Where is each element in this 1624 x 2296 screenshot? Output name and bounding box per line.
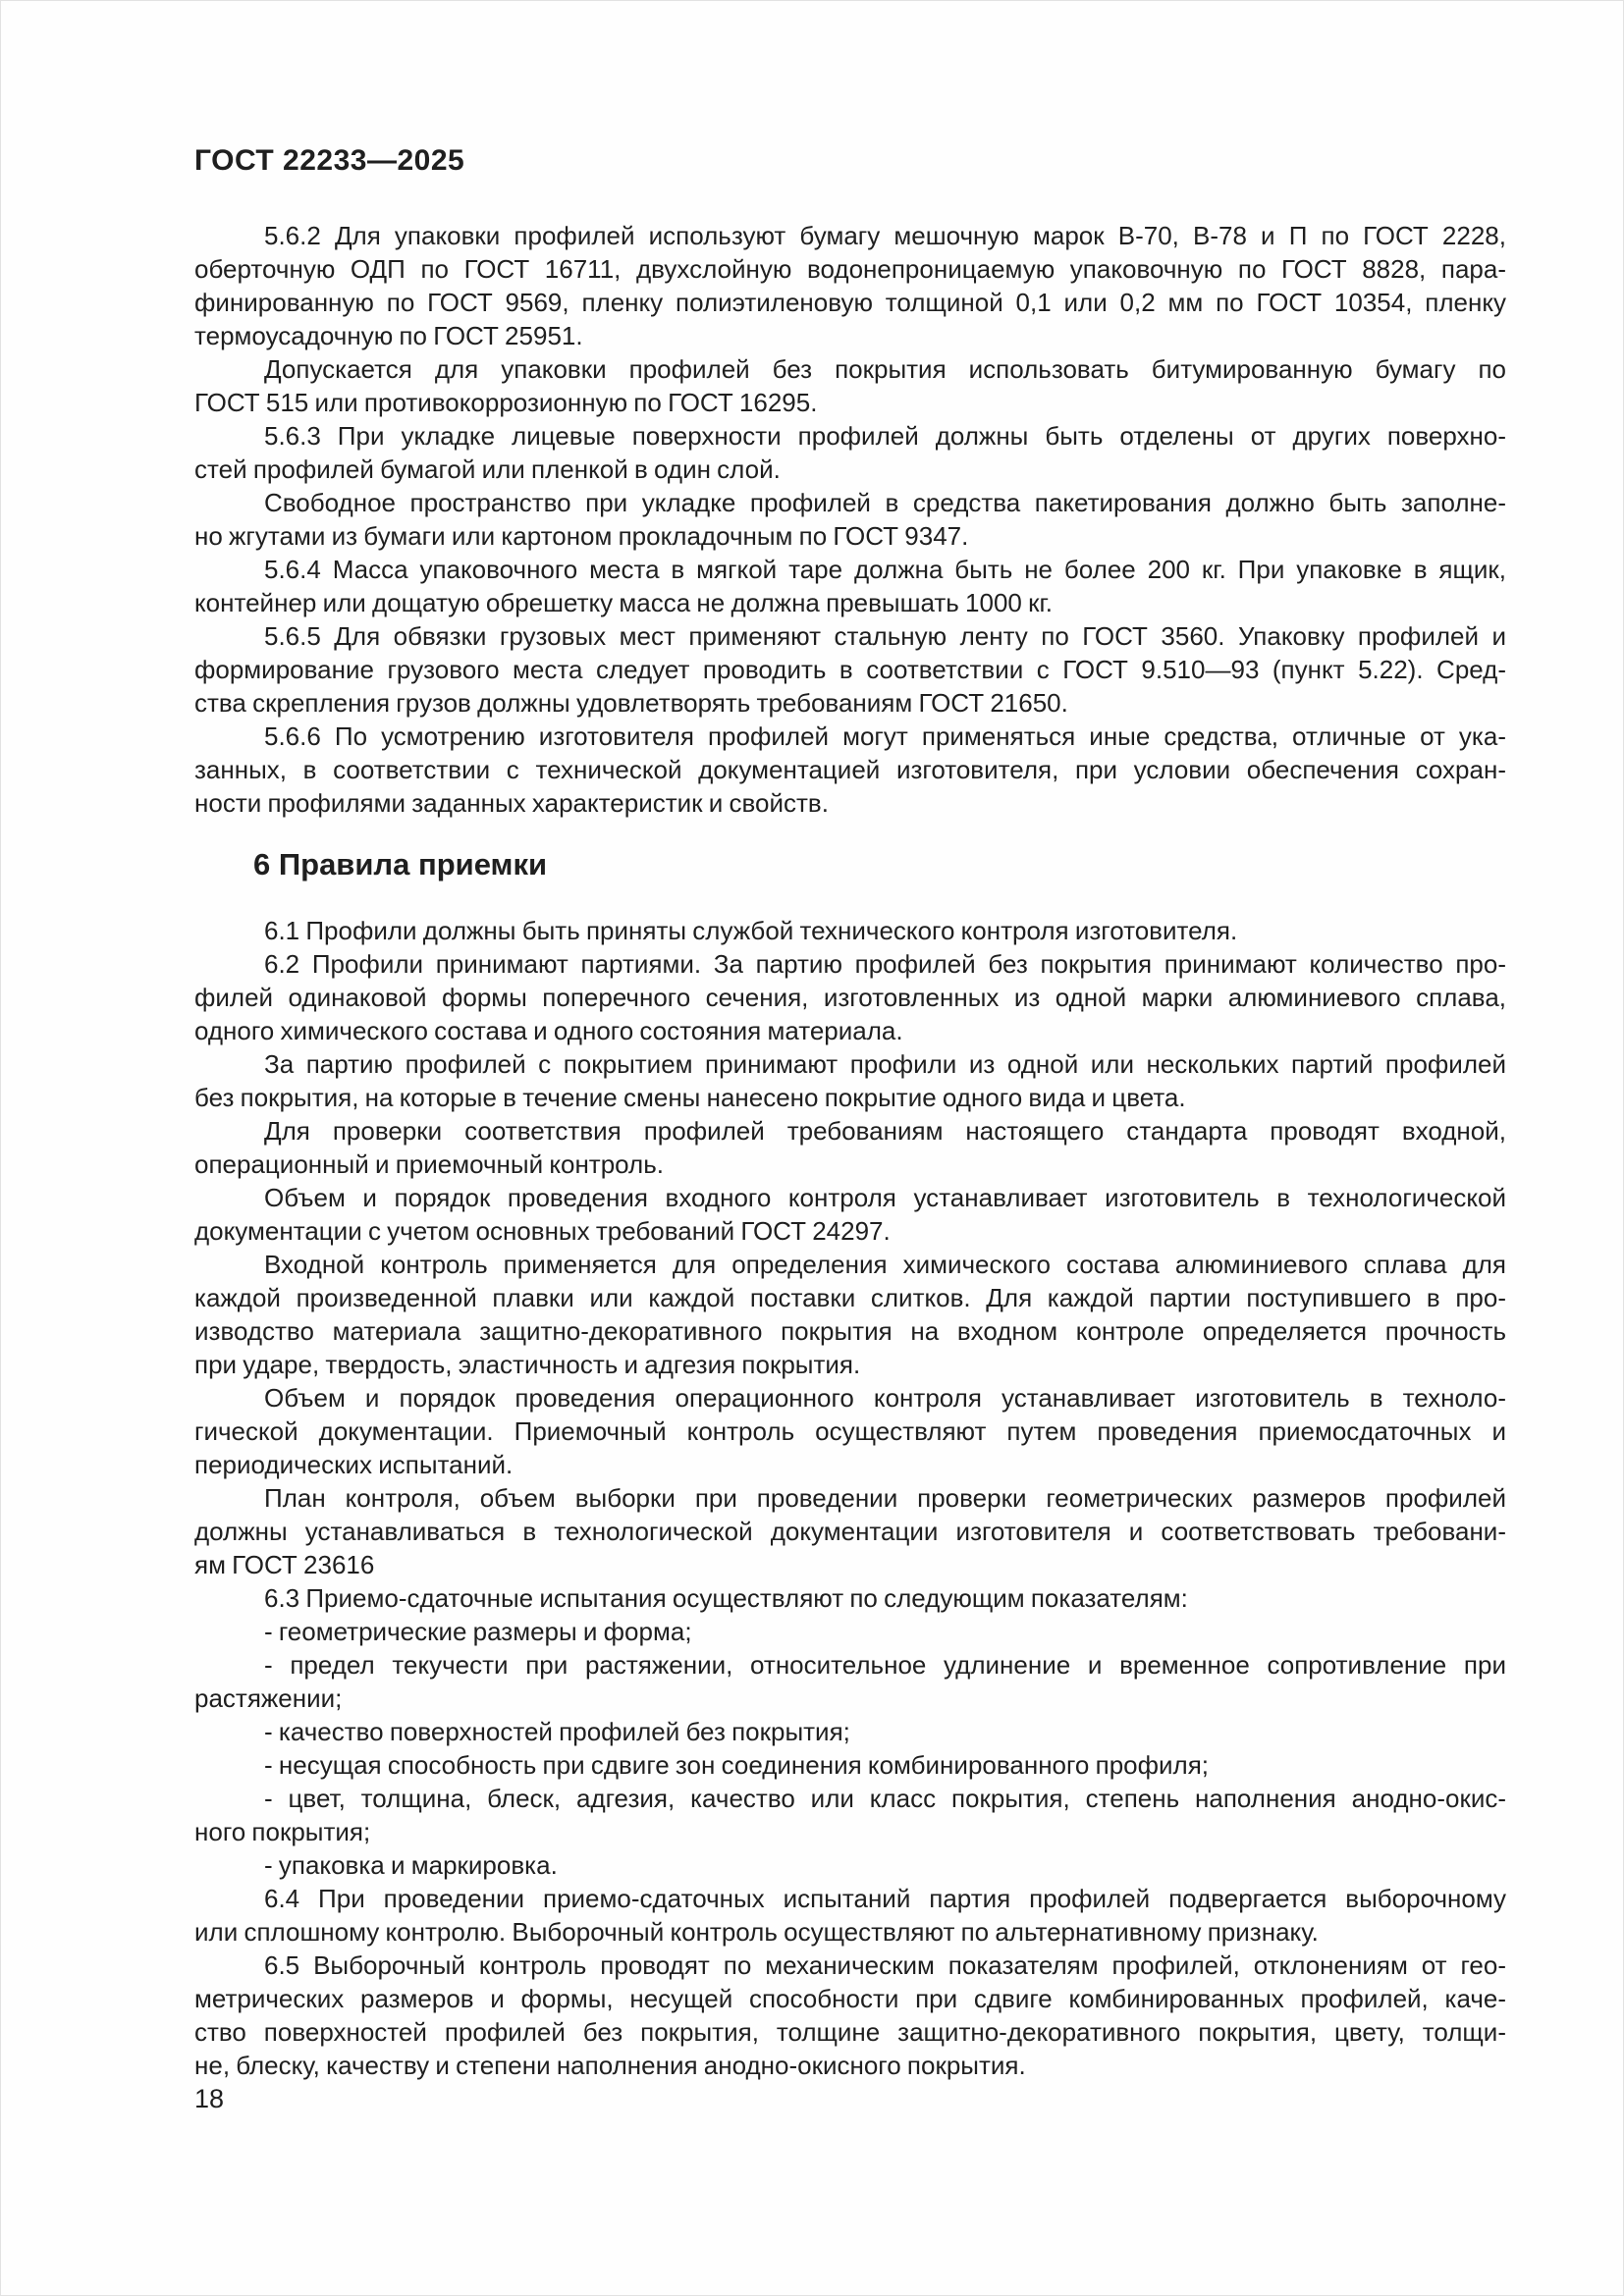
- text-line: За партию профилей с покрытием принимают профили из одной или нескольких партий профилей: [264, 1049, 1506, 1079]
- paragraph: [194, 553, 1506, 619]
- text-line: документации с учетом основных требований ГОСТ 24297.: [194, 1216, 891, 1246]
- text-line: ям ГОСТ 23616: [194, 1550, 375, 1579]
- text-line: стей профилей бумагой или пленкой в один слой.: [194, 454, 781, 484]
- text-line: 6.3 Приемо-сдаточные испытания осуществляют по следующим показателям:: [264, 1583, 1188, 1613]
- text-line: Объем и порядок проведения входного контроля устанавливает изготовитель в технологической: [264, 1183, 1506, 1212]
- text-line: 5.6.4 Масса упаковочного места в мягкой таре должна быть не более 200 кг. При упаковке в ящик,: [264, 555, 1506, 584]
- text-line: контейнер или дощатую обрешетку масса не должна превышать 1000 кг.: [194, 588, 1054, 617]
- text-line: ного покрытия;: [194, 1817, 371, 1846]
- paragraph: [194, 1949, 1506, 2082]
- text-line: - несущая способность при сдвиге зон соединения комбинированного профиля;: [264, 1750, 1209, 1780]
- paragraph: [194, 352, 1506, 419]
- paragraph: [194, 619, 1506, 720]
- paragraph: [194, 219, 1506, 352]
- text-line: Для проверки соответствия профилей требованиям настоящего стандарта проводят входной,: [264, 1116, 1506, 1146]
- text-line: термоусадочную по ГОСТ 25951.: [194, 321, 583, 350]
- paragraph: [194, 1581, 1506, 1615]
- text-line: не, блеску, качеству и степени наполнения анодно-окисного покрытия.: [194, 2051, 1026, 2080]
- text-line: каждой произведенной плавки или каждой поставки слитков. Для каждой партии поступившего в про-: [194, 1283, 1506, 1312]
- document-body: [194, 219, 1506, 2082]
- paragraph: [194, 1114, 1506, 1181]
- paragraph: [194, 1782, 1506, 1848]
- text-line: без покрытия, на которые в течение смены нанесено покрытие одного вида и цвета.: [194, 1083, 1186, 1112]
- document-header-title: ГОСТ 22233—2025: [194, 144, 465, 177]
- text-line: 6.1 Профили должны быть приняты службой технического контроля изготовителя.: [264, 916, 1238, 945]
- text-line: финированную по ГОСТ 9569, пленку полиэтиленовую толщиной 0,1 или 0,2 мм по ГОСТ 10354, пленку: [194, 288, 1506, 317]
- text-line: оберточную ОДП по ГОСТ 16711, двухслойную водонепроницаемую упаковочную по ГОСТ 8828, пара-: [194, 254, 1506, 284]
- paragraph: [194, 419, 1506, 486]
- text-line: метрических размеров и формы, несущей способности при сдвиге комбинированных профилей, каче-: [194, 1984, 1506, 2013]
- text-line: - предел текучести при растяжении, относительное удлинение и временное сопротивление при: [264, 1650, 1506, 1680]
- text-line: периодических испытаний.: [194, 1450, 514, 1479]
- text-line: ности профилями заданных характеристик и свойств.: [194, 788, 829, 818]
- paragraph: [194, 1481, 1506, 1581]
- paragraph: [194, 1181, 1506, 1248]
- text-line: одного химического состава и одного состояния материала.: [194, 1016, 903, 1045]
- text-line: 6.2 Профили принимают партиями. За партию профилей без покрытия принимают количество про-: [264, 949, 1506, 979]
- text-line: 5.6.5 Для обвязки грузовых мест применяют стальную ленту по ГОСТ 3560. Упаковку профилей и: [264, 621, 1506, 651]
- paragraph: [194, 1648, 1506, 1715]
- paragraph: [194, 1047, 1506, 1114]
- text-line: ства скрепления грузов должны удовлетворять требованиям ГОСТ 21650.: [194, 688, 1068, 718]
- text-line: ГОСТ 515 или противокоррозионную по ГОСТ 16295.: [194, 388, 818, 417]
- text-line: План контроля, объем выборки при проведении проверки геометрических размеров профилей: [264, 1483, 1506, 1513]
- paragraph: [194, 1748, 1506, 1782]
- text-line: 6.5 Выборочный контроль проводят по механическим показателям профилей, отклонениям от гео-: [264, 1950, 1506, 1980]
- text-line: 5.6.3 При укладке лицевые поверхности профилей должны быть отделены от других поверхно-: [264, 421, 1506, 451]
- text-line: но жгутами из бумаги или картоном прокладочным по ГОСТ 9347.: [194, 521, 969, 551]
- page-number: 18: [194, 2084, 225, 2113]
- paragraph: [194, 914, 1506, 947]
- paragraph: [194, 720, 1506, 820]
- text-line: Объем и порядок проведения операционного контроля устанавливает изготовитель в техноло-: [264, 1383, 1506, 1413]
- text-line: 5.6.6 По усмотрению изготовителя профилей могут применяться иные средства, отличные от ука-: [264, 721, 1506, 751]
- text-line: - цвет, толщина, блеск, адгезия, качество или класс покрытия, степень наполнения анодно-окис-: [264, 1784, 1506, 1813]
- paragraph: [194, 1248, 1506, 1381]
- text-line: операционный и приемочный контроль.: [194, 1149, 664, 1179]
- text-line: 6.4 При проведении приемо-сдаточных испытаний партия профилей подвергается выборочному: [264, 1884, 1506, 1913]
- text-line: гической документации. Приемочный контроль осуществляют путем проведения приемосдаточных и: [194, 1416, 1506, 1446]
- text-line: или сплошному контролю. Выборочный контроль осуществляют по альтернативному признаку.: [194, 1917, 1319, 1947]
- text-line: - геометрические размеры и форма;: [264, 1617, 692, 1646]
- text-line: занных, в соответствии с технической документацией изготовителя, при условии обеспечения сохран-: [194, 755, 1506, 784]
- text-line: филей одинаковой формы поперечного сечения, изготовленных из одной марки алюминиевого сплава,: [194, 983, 1506, 1012]
- text-line: - упаковка и маркировка.: [264, 1850, 558, 1880]
- paragraph: [194, 947, 1506, 1047]
- paragraph: [194, 1615, 1506, 1648]
- paragraph: [194, 486, 1506, 553]
- text-line: растяжении;: [194, 1683, 343, 1713]
- section-heading: 6 Правила приемки: [253, 847, 548, 881]
- paragraph: [194, 1715, 1506, 1748]
- text-line: ство поверхностей профилей без покрытия, толщине защитно-декоративного покрытия, цвету, толщи-: [194, 2017, 1506, 2047]
- text-line: - качество поверхностей профилей без покрытия;: [264, 1717, 850, 1746]
- paragraph: [194, 1882, 1506, 1949]
- text-line: Свободное пространство при укладке профилей в средства пакетирования должно быть заполне-: [264, 488, 1506, 517]
- paragraph: [194, 1848, 1506, 1882]
- text-line: Допускается для упаковки профилей без покрытия использовать битумированную бумагу по: [264, 354, 1506, 384]
- text-line: 5.6.2 Для упаковки профилей используют бумагу мешочную марок В-70, В-78 и П по ГОСТ 2228,: [264, 221, 1506, 250]
- text-line: должны устанавливаться в технологической документации изготовителя и соответствовать требовани-: [194, 1517, 1506, 1546]
- text-line: при ударе, твердость, эластичность и адгезия покрытия.: [194, 1350, 861, 1379]
- text-line: формирование грузового места следует проводить в соответствии с ГОСТ 9.510—93 (пункт 5.22). Сред-: [194, 655, 1506, 684]
- paragraph: [194, 1381, 1506, 1481]
- text-line: изводство материала защитно-декоративного покрытия на входном контроле определяется прочность: [194, 1316, 1506, 1346]
- text-line: Входной контроль применяется для определения химического состава алюминиевого сплава для: [264, 1250, 1506, 1279]
